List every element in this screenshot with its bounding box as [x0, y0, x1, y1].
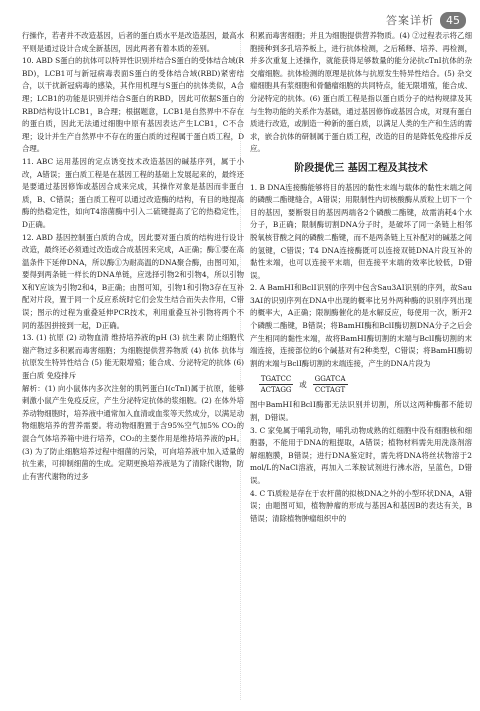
answer-4: 4. C Ti质粒是存在于农杆菌的拟核DNA之外的小型环状DNA，A错误；由题图可知，植物肿瘤的形成与基因A和基因B的表达有关，B错误；清除植物肿瘤组织中的	[250, 488, 472, 523]
answer-12: 12. ABD 基因控制蛋白质的合成，因此要对蛋白质的结构进行设计改造，最终还必须通过改造或合成基因来完成，A正确；酶①要在高温条件下延伸DNA，所以酶①为耐高温的DNA聚合酶，由图可知，要得到两条链一样长的DNA单链，应选择引物2和引物4，所以引物X和Y应该为引物2和4，B正确；由图可知，引物1和引物3存在互补配对片段，置于同一个反应系统时它们会发生结合而失去作用，C错误；图示的过程为重叠延伸PCR技术，利用重叠互补引物将两个不同的基因拼接到一起，D正确。	[22, 232, 244, 330]
answer-3: 3. C 家兔属于哺乳动物，哺乳动物成熟的红细胞中没有细胞核和细胞器，不能用于DNA的粗提取，A错误；植物材料需先用洗涤剂溶解细胞膜，B错误；进行DNA鉴定时，需先将DNA将丝状物溶于2 mol/L的NaCl溶液，再加入二苯胺试剂进行沸水浴，呈蓝色，D错误。	[250, 425, 472, 485]
answer-13: 13. (1) 抗原 (2) 动物血清 维持培养液的pH (3) 抗生素 防止细胞代谢产物过多积累而毒害细胞；为细胞提供营养物质 (4) 抗体 抗体与抗原发生特异性结合 (5) 能无限增殖；能合成、分泌特定的抗体 (6) 蛋白质 免疫排斥	[22, 333, 244, 381]
or-label: 或	[299, 379, 307, 389]
fragment-1-bottom: ACTAGG	[260, 386, 292, 395]
section-title: 阶段提优三 基因工程及其技术	[294, 162, 428, 174]
answer-13-explanation: 解析：(1) 向小鼠体内多次注射的肌钙蛋白I(cTnI)属于抗原，能够刺激小鼠产生免疫反应，产生分泌特定抗体的浆细胞。(2) 在体外培养动物细胞时，培养液中通常加入血清或血浆等天然成分，以满足动物细胞培养的营养需要。将动物细胞置于含95%空气加5% CO₂的混合气体培养箱中进行培养，CO₂的主要作用是维持培养液的pH。(3) 为了防止细胞培养过程中细菌的污染，可向培养液中加入适量的抗生素，可抑制细菌的生成。定期更换培养液是为了清除代谢物，防止有害代谢物的过多	[22, 383, 244, 481]
page-header	[386, 8, 466, 32]
dna-fragment-1	[259, 374, 293, 395]
answer-11: 11. ABC 运用基因的定点诱变技术改造基因的碱基序列，属于小改，A错误；蛋白质工程是在基因工程的基础上发展起来的，最终还是要通过基因修饰或基因合成来完成，其操作对象是基因而非蛋白质，B、C错误；蛋白质工程可以通过改造酶的结构，有目的地提高酶的热稳定性，如向T4溶菌酶中引入二硫键提高了它的热稳定性，D正确。	[22, 156, 244, 229]
paragraph-continuation: 行操作，若者并不改造基因，后者的蛋白质水平是改造基因，最高水平则是通过设计合成全新基因，因此两者有着本质的差别。	[22, 31, 244, 53]
fragment-2-bottom: CCTAGT	[314, 386, 346, 395]
dna-fragment-formula	[259, 374, 472, 395]
answer-10: 10. ABD S蛋白的抗体可以特异性识别并结合S蛋白的受体结合域(RBD)，LCB1可与新冠病毒表面S蛋白的受体结合域(RBD)紧密结合，以干扰新冠病毒的感染，其作用机理与S蛋白的抗体类似，A合理；LCB1的功能是识别并结合S蛋白的RBD，因此可依据S蛋白的RBD结构设计LCB1，B合理；根据题意，LCB1是自然界中不存在的蛋白质，因此无法通过细胞中原有基因表达产生LCB1，C不合理；设计并生产自然界中不存在的蛋白质的过程属于蛋白质工程，D合理。	[22, 56, 244, 154]
right-column	[250, 30, 472, 525]
paragraph-continuation-right: 积累而毒害细胞；并且为细胞提供营养物质。(4) ②过程表示将乙细胞接种到多孔培养板上，进行抗体检测，之后稀释、培养、再检测，并多次重复上述操作，就能获得足够数量的能分泌抗cTnI抗体的杂交瘤细胞。抗体检测的原理是抗体与抗原发生特异性结合。(5) 杂交瘤细胞具有浆细胞和骨髓瘤细胞的共同特点，能无限增殖，能合成、分泌特定的抗体。(6) 蛋白质工程是指以蛋白质分子的结构规律及其与生物功能的关系作为基础，通过基因修饰或基因合成，对现有蛋白质进行改造，或制造一种新的蛋白质，以满足人类的生产和生活的需求，嵌合抗体的研制属于蛋白质工程，改造的目的是降低免疫排斥反应。	[250, 31, 472, 154]
answer-1: 1. B DNA连接酶能够将目的基因的黏性末端与载体的黏性末端之间的磷酸二酯键缝合，A错误；用限制性内切核酸酶从质粒上切下一个目的基因，要断裂目的基因两端各2个磷酸二酯键，故需消耗4个水分子，B正确；限制酶切割DNA分子时，是破坏了同一条链上相邻脱氧核苷酸之间的磷酸二酯键，而不是两条链上互补配对的碱基之间的氢键，C错误；T4 DNA连接酶既可以连接双链DNA片段互补的黏性末端，也可以连接平末端，但连接平末端的效率比较低，D错误。	[250, 182, 472, 280]
header-title: 答案详析	[386, 14, 434, 27]
fragment-2-top: GGATCA	[314, 375, 346, 384]
fragment-1-top: TGATCC	[260, 375, 292, 384]
answer-2: 2. A BamHⅠ和BclⅠ识别的序列中包含Sau3AⅠ识别的序列，故Sau3AⅠ的识别序列在DNA中出现的概率比另外两种酶的识别序列出现的概率大，A正确；限制酶催化的是水解反应，每使用一次，断开2个磷酸二酯键，B错误；将BamHⅠ酶和BclⅠ酶切割DNA分子之后会产生相同的黏性末端，故将BamHⅠ酶切割的末端与BclⅠ酶切割的末端连接，连接部位的6个碱基对有2种类型，C错误；将BamHⅠ酶切割的末端与BclⅠ酶切割的末端连接，产生的DNA片段为	[250, 283, 472, 368]
left-column	[22, 30, 244, 483]
dna-fragment-2	[313, 374, 348, 395]
answer-2-continued: 图中BamHⅠ和BclⅠ酶都无法识别并切割，所以这两种酶都不能切割，D错误。	[250, 400, 472, 423]
page-number: 45	[440, 12, 466, 29]
